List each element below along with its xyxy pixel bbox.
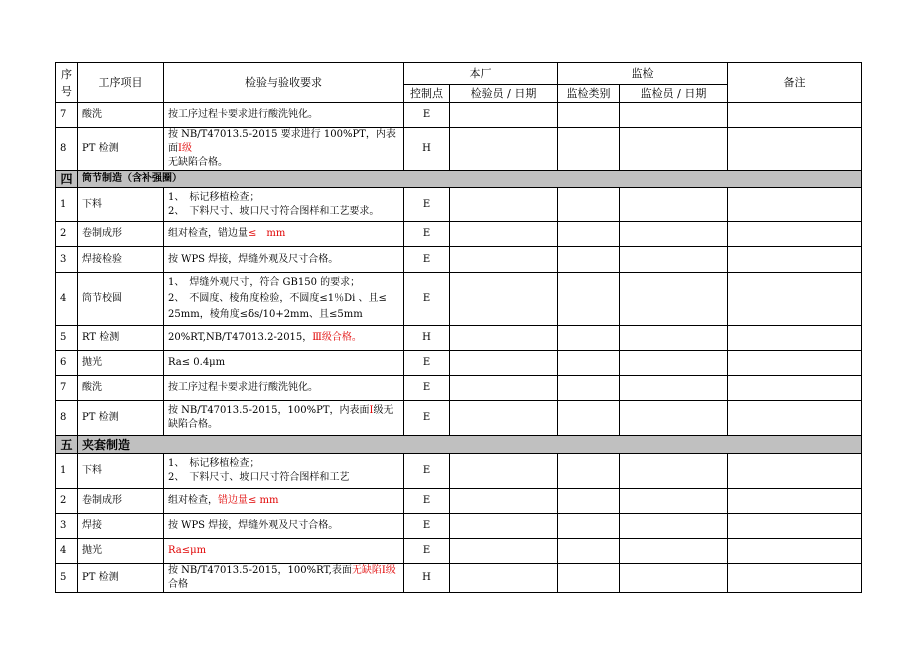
section-number: 五 [56, 436, 78, 454]
req-text: 无缺陷合格。 [168, 157, 228, 168]
row-requirement [164, 326, 404, 351]
row-requirement [164, 273, 404, 326]
req-text: 按 NB/T47013.5-2015，100%PT，内表面 [168, 405, 370, 416]
row-item: 下料 [78, 188, 164, 222]
row-no: 1 [56, 454, 78, 489]
row-requirement [164, 128, 404, 171]
row-inspector-date[interactable] [450, 188, 558, 222]
row-inspector-date[interactable] [450, 326, 558, 351]
row-inspector-date[interactable] [450, 128, 558, 171]
req-text: 组对检查， [168, 495, 218, 506]
table-row [56, 564, 862, 593]
row-inspector-date[interactable] [450, 489, 558, 514]
row-item: 筒节校圆 [78, 273, 164, 326]
row-item: 焊接检验 [78, 247, 164, 273]
header-control-point: 控制点 [404, 85, 450, 103]
row-no: 5 [56, 326, 78, 351]
req-text: 组对检查，错边量 [168, 228, 248, 239]
row-no: 7 [56, 103, 78, 128]
row-supervisor-date[interactable] [620, 539, 728, 564]
row-inspector-date[interactable] [450, 376, 558, 401]
row-remarks[interactable] [728, 514, 862, 539]
row-control-point: E [404, 401, 450, 436]
row-remarks[interactable] [728, 247, 862, 273]
section-title: 夹套制造 [78, 436, 862, 454]
row-control-point: E [404, 188, 450, 222]
row-item: 酸洗 [78, 376, 164, 401]
header-inspector-date: 检验员 / 日期 [450, 85, 558, 103]
row-requirement [164, 564, 404, 593]
row-supervision-category[interactable] [558, 376, 620, 401]
row-inspector-date[interactable] [450, 539, 558, 564]
table-row [56, 401, 862, 436]
row-control-point: H [404, 128, 450, 171]
section-title: 筒节制造（含补强圈） [78, 171, 862, 188]
row-remarks[interactable] [728, 222, 862, 247]
row-supervisor-date[interactable] [620, 273, 728, 326]
row-supervisor-date[interactable] [620, 514, 728, 539]
header-row-1 [56, 63, 862, 85]
row-supervisor-date[interactable] [620, 103, 728, 128]
row-supervision-category[interactable] [558, 128, 620, 171]
row-no: 4 [56, 539, 78, 564]
section-header-4 [56, 171, 862, 188]
row-inspector-date[interactable] [450, 222, 558, 247]
table-row [56, 103, 862, 128]
row-remarks[interactable] [728, 376, 862, 401]
row-item: PT 检测 [78, 564, 164, 593]
row-supervisor-date[interactable] [620, 247, 728, 273]
row-control-point: E [404, 376, 450, 401]
row-supervisor-date[interactable] [620, 188, 728, 222]
row-requirement: Ra≤ 0.4μm [164, 351, 404, 376]
row-item: RT 检测 [78, 326, 164, 351]
row-supervision-category[interactable] [558, 273, 620, 326]
section-header-5 [56, 436, 862, 454]
row-no: 3 [56, 514, 78, 539]
row-inspector-date[interactable] [450, 514, 558, 539]
row-remarks[interactable] [728, 454, 862, 489]
table-row [56, 222, 862, 247]
table-row [56, 514, 862, 539]
header-seq: 序号 [56, 63, 78, 103]
row-no: 8 [56, 128, 78, 171]
row-item: 下料 [78, 454, 164, 489]
table-row [56, 454, 862, 489]
row-item: PT 检测 [78, 128, 164, 171]
row-supervisor-date[interactable] [620, 128, 728, 171]
header-supervision-category: 监检类别 [558, 85, 620, 103]
row-inspector-date[interactable] [450, 103, 558, 128]
row-supervisor-date[interactable] [620, 326, 728, 351]
row-control-point: E [404, 489, 450, 514]
row-remarks[interactable] [728, 489, 862, 514]
header-supervisor-date: 监检员 / 日期 [620, 85, 728, 103]
row-supervision-category[interactable] [558, 351, 620, 376]
req-text: 按 NB/T47013.5-2015，100%RT,表面 [168, 565, 352, 576]
row-inspector-date[interactable] [450, 247, 558, 273]
row-supervisor-date[interactable] [620, 454, 728, 489]
row-remarks[interactable] [728, 273, 862, 326]
section-number: 四 [56, 171, 78, 188]
row-no: 6 [56, 351, 78, 376]
row-supervision-category[interactable] [558, 188, 620, 222]
row-inspector-date[interactable] [450, 454, 558, 489]
req-highlight: 无缺陷Ⅰ级 [351, 565, 396, 576]
row-supervision-category[interactable] [558, 564, 620, 593]
header-process: 工序项目 [78, 63, 164, 103]
row-control-point: E [404, 539, 450, 564]
row-supervision-category[interactable] [558, 222, 620, 247]
req-line: 1、 焊缝外观尺寸，符合 GB150 的要求； [168, 277, 361, 288]
req-line: 2、 下料尺寸、坡口尺寸符合图样和工艺 [168, 472, 350, 483]
row-supervision-category[interactable] [558, 539, 620, 564]
table-row [56, 376, 862, 401]
row-item: 卷制成形 [78, 489, 164, 514]
req-line: 2、 不圆度、棱角度检验，不圆度≤1％Di 、且≤ [168, 293, 387, 304]
row-supervisor-date[interactable] [620, 489, 728, 514]
row-item: 抛光 [78, 539, 164, 564]
row-remarks[interactable] [728, 188, 862, 222]
req-highlight: Ⅲ级合格。 [312, 332, 362, 343]
req-text: 级无缺陷合格。 [168, 405, 394, 430]
row-supervision-category[interactable] [558, 103, 620, 128]
req-highlight: 错边量≤ mm [218, 495, 279, 506]
row-item: 抛光 [78, 351, 164, 376]
row-supervision-category[interactable] [558, 489, 620, 514]
row-remarks[interactable] [728, 128, 862, 171]
row-item: 焊接 [78, 514, 164, 539]
row-remarks[interactable] [728, 326, 862, 351]
row-requirement [164, 489, 404, 514]
req-highlight: Ⅰ [369, 405, 374, 416]
inspection-table [55, 62, 862, 593]
row-remarks[interactable] [728, 351, 862, 376]
table-row [56, 351, 862, 376]
row-requirement [164, 539, 404, 564]
row-no: 5 [56, 564, 78, 593]
row-inspector-date[interactable] [450, 273, 558, 326]
row-requirement: 按工序过程卡要求进行酸洗钝化。 [164, 103, 404, 128]
row-requirement: 按工序过程卡要求进行酸洗钝化。 [164, 376, 404, 401]
row-control-point: H [404, 326, 450, 351]
table-row [56, 326, 862, 351]
header-factory: 本厂 [404, 63, 558, 85]
row-supervision-category[interactable] [558, 454, 620, 489]
row-control-point: E [404, 454, 450, 489]
row-supervision-category[interactable] [558, 514, 620, 539]
req-highlight: Ⅰ级 [178, 143, 192, 154]
row-requirement: 按 WPS 焊接，焊缝外观及尺寸合格。 [164, 514, 404, 539]
table-row [56, 188, 862, 222]
row-item: 卷制成形 [78, 222, 164, 247]
row-inspector-date[interactable] [450, 564, 558, 593]
row-supervision-category[interactable] [558, 326, 620, 351]
row-inspector-date[interactable] [450, 351, 558, 376]
row-item: 酸洗 [78, 103, 164, 128]
req-text: 合格 [168, 579, 188, 590]
row-supervisor-date[interactable] [620, 564, 728, 593]
row-control-point: E [404, 103, 450, 128]
table-row [56, 247, 862, 273]
row-supervision-category[interactable] [558, 401, 620, 436]
table-row [56, 539, 862, 564]
header-remarks: 备注 [728, 63, 862, 103]
row-supervisor-date[interactable] [620, 376, 728, 401]
row-remarks[interactable] [728, 401, 862, 436]
row-supervisor-date[interactable] [620, 351, 728, 376]
row-requirement: 按 WPS 焊接，焊缝外观及尺寸合格。 [164, 247, 404, 273]
row-no: 4 [56, 273, 78, 326]
row-no: 8 [56, 401, 78, 436]
row-no: 7 [56, 376, 78, 401]
row-remarks[interactable] [728, 103, 862, 128]
req-text: 20%RT,NB/T47013.2-2015， [168, 332, 313, 343]
row-no: 2 [56, 489, 78, 514]
row-no: 1 [56, 188, 78, 222]
table-row [56, 489, 862, 514]
row-supervisor-date[interactable] [620, 222, 728, 247]
row-no: 2 [56, 222, 78, 247]
row-requirement [164, 188, 404, 222]
req-text: 按 NB/T47013.5-2015 要求进行 100%PT，内表面 [168, 129, 396, 154]
row-requirement [164, 401, 404, 436]
row-supervisor-date[interactable] [620, 401, 728, 436]
row-control-point: E [404, 351, 450, 376]
row-control-point: E [404, 247, 450, 273]
row-control-point: E [404, 222, 450, 247]
row-inspector-date[interactable] [450, 401, 558, 436]
req-highlight: Ra≤μm [168, 545, 207, 556]
row-requirement [164, 222, 404, 247]
row-item: PT 检测 [78, 401, 164, 436]
req-highlight: ≤ mm [248, 228, 286, 239]
header-supervision: 监检 [558, 63, 728, 85]
row-remarks[interactable] [728, 539, 862, 564]
req-line: 2、 下料尺寸、坡口尺寸符合图样和工艺要求。 [168, 205, 380, 217]
req-line: 25mm，棱角度≤δs/10+2mm、且≤5mm [168, 309, 363, 320]
row-supervision-category[interactable] [558, 247, 620, 273]
req-line: 1、 标记移植检查； [168, 458, 260, 469]
table-row [56, 128, 862, 171]
row-control-point: E [404, 273, 450, 326]
row-remarks[interactable] [728, 564, 862, 593]
table-row [56, 273, 862, 326]
row-control-point: E [404, 514, 450, 539]
req-line: 1、 标记移植检查； [168, 191, 260, 203]
row-requirement [164, 454, 404, 489]
header-requirement: 检验与验收要求 [164, 63, 404, 103]
row-control-point: H [404, 564, 450, 593]
row-no: 3 [56, 247, 78, 273]
